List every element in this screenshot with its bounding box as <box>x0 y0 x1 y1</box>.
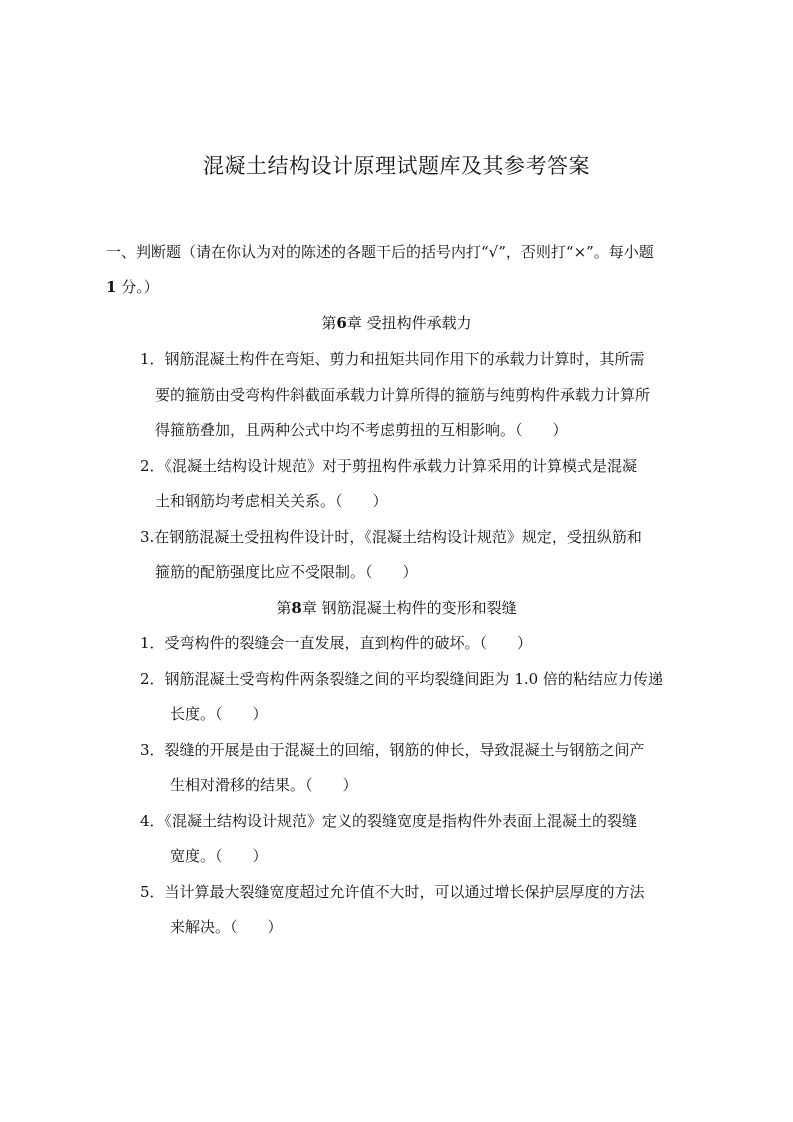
question-text: 生相对滑移的结果。（ ） <box>170 776 358 794</box>
question-text: 土和钢筋均考虑相关关系。（ ） <box>155 492 388 510</box>
chapter-heading: 第8章 钢筋混凝土构件的变形和裂缝 <box>276 599 517 617</box>
page-title: 混凝土结构设计原理试题库及其参考答案 <box>203 154 590 178</box>
question-text: 得箍筋叠加，且两种公式中均不考虑剪扭的互相影响。（ ） <box>155 421 568 439</box>
question-text: 3．裂缝的开展是由于混凝土的回缩，钢筋的伸长，导致混凝土与钢筋之间产 <box>140 741 645 759</box>
question-text: 长度。（ ） <box>170 705 268 723</box>
question-text: 宽度。（ ） <box>170 847 268 865</box>
score-value: 1 <box>106 278 117 296</box>
question-text: 要的箍筋由受弯构件斜截面承载力计算所得的箍筋与纯剪构件承载力计算所 <box>155 386 651 404</box>
chapter-heading: 第6章 受扭构件承载力 <box>321 314 472 332</box>
score-unit: 分。） <box>121 278 159 296</box>
section-intro-line2 <box>106 276 159 297</box>
chapter-number: 6 <box>336 314 347 332</box>
question-text: 来解决。（ ） <box>170 918 283 936</box>
question-text: 箍筋的配筋强度比应不受限制。（ ） <box>155 563 418 581</box>
question-text: 5．当计算最大裂缝宽度超过允许值不大时，可以通过增长保护层厚度的方法 <box>140 883 645 901</box>
question-text: 1．钢筋混凝土构件在弯矩、剪力和扭矩共同作用下的承载力计算时，其所需 <box>140 350 645 368</box>
section-intro-line1: 一、判断题（请在你认为对的陈述的各题干后的括号内打“√”，否则打“×”。每小题 <box>106 243 654 261</box>
chapter-number: 8 <box>291 599 302 617</box>
question-text: 3.在钢筋混凝土受扭构件设计时，《混凝土结构设计规范》规定，受扭纵筋和 <box>140 528 642 546</box>
question-text: 4．《混凝土结构设计规范》定义的裂缝宽度是指构件外表面上混凝土的裂缝 <box>140 812 638 830</box>
question-text: 2．钢筋混凝土受弯构件两条裂缝之间的平均裂缝间距为 1.0 倍的粘结应力传递 <box>140 670 663 688</box>
question-text: 2．《混凝土结构设计规范》对于剪扭构件承载力计算采用的计算模式是混凝 <box>140 457 638 475</box>
question-text: 1．受弯构件的裂缝会一直发展，直到构件的破坏。（ ） <box>140 634 533 652</box>
